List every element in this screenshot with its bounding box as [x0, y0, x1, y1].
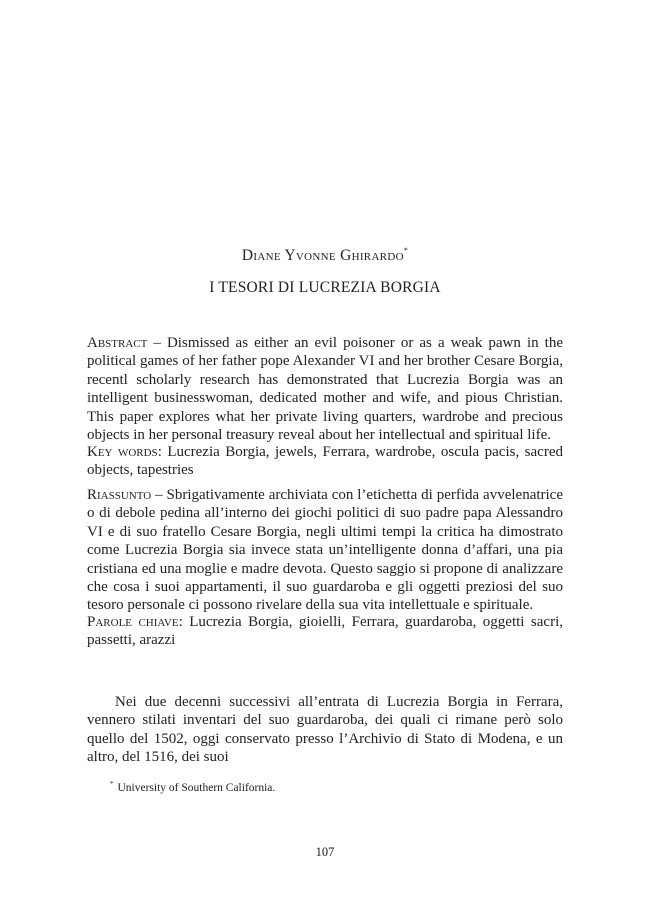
body-paragraph: Nei due decenni successivi all’entrata di Lucrezia Borgia in Ferrara, vennero stilati inventari del suo guardaroba, dei quali ci rimane però solo quello del 1502, oggi conservato presso l’Archivio di Stato di Modena, e un altro, del 1516, dei suoi — [87, 694, 563, 766]
parole-chiave-text: : Lucrezia Borgia, gioielli, Ferrara, guardaroba, oggetti sacri, passetti, arazzi — [87, 614, 563, 649]
abstract-label: Abstract — [87, 335, 148, 351]
riassunto-label: Riassunto — [87, 487, 152, 503]
riassunto-text: – Sbrigativamente archiviata con l’etichetta di perfida avvelenatrice o di debole pedina all’interno dei giochi politici di suo padre papa Alessandro VI e di suo fratello Cesare Borgia, negli ultimi tempi la critica ha dimostrato come Lucrezia Borgia sia invece stata un’intelligente donna d’affari, una pia cristiana ed una moglie e madre devota. Questo saggio si propone di analizzare che cosa i suoi appartamenti, il suo guardaroba e gli oggetti preziosi del suo tesoro personale ci possono rivelare della sua vita intellettuale e spirituale. — [87, 487, 563, 614]
parole-chiave-label: Parole chiave — [87, 614, 179, 630]
keywords-paragraph — [87, 443, 563, 480]
author-footnote-mark: * — [403, 246, 409, 255]
keywords-label: Key words — [87, 444, 158, 460]
footnote-text: University of Southern California. — [117, 782, 276, 794]
page-number: 107 — [315, 845, 335, 859]
footnote-mark: * — [110, 780, 114, 788]
abstract-paragraph — [87, 334, 563, 444]
keywords-text: : Lucrezia Borgia, jewels, Ferrara, wardrobe, oscula pacis, sacred objects, tapestries — [87, 444, 563, 479]
parole-chiave-paragraph — [87, 613, 563, 650]
article-title: I TESORI DI LUCREZIA BORGIA — [209, 279, 441, 296]
footnote — [110, 780, 550, 794]
abstract-text: – Dismissed as either an evil poisoner or as a weak pawn in the political games of her father pope Alexander VI and her brother Cesare Borgia, recentl scholarly research has demonstrated that Lucrezia Borgia was an intelligent businesswoman, dedicated mother and wife, and pious Christian. This paper explores what her private living quarters, wardrobe and precious objects in her personal treasury reveal about her intellectual and spiritual life. — [87, 335, 563, 444]
author-name — [0, 246, 650, 265]
riassunto-paragraph — [87, 486, 563, 615]
author-text: Diane Yvonne Ghirardo — [241, 247, 404, 264]
